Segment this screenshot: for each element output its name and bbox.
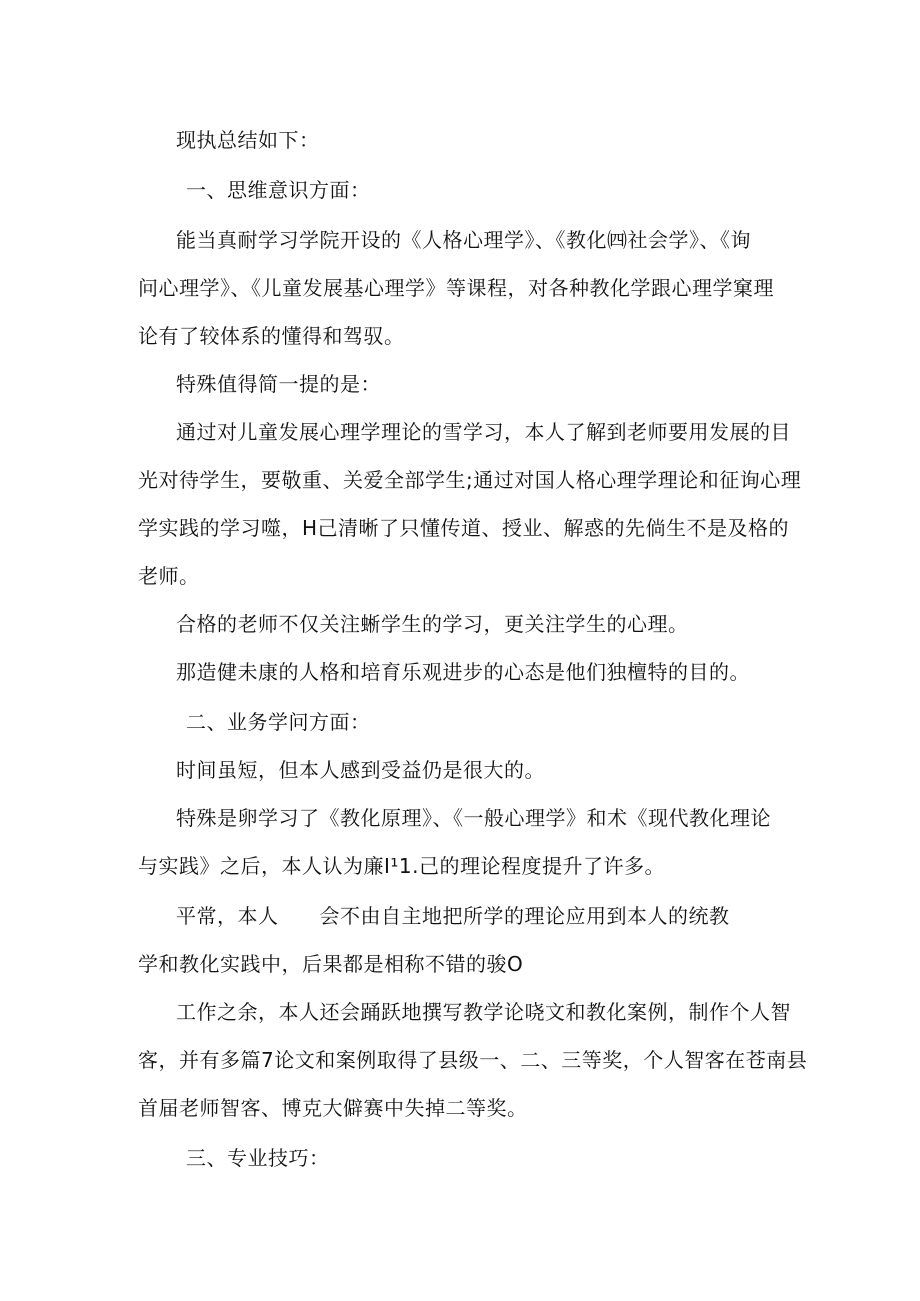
paragraph-line: 特殊值得简一提的是： (176, 372, 381, 396)
section-heading: 三、专业技巧： (186, 1146, 330, 1170)
paragraph-line: 学实践的学习噬，H己清晰了只懂传道、授业、解惑的先倘生不是及格的 (138, 516, 790, 540)
paragraph-line: 工作之余，本人还会踊跃地撰写教学论哓文和教化案例，制作个人智 (176, 1000, 791, 1024)
paragraph-line: 合格的老师不仅关注蜥学生的学习，更关注学生的心理。 (176, 612, 689, 636)
paragraph-line: 那造健未康的人格和培育乐观进步的心态是他们独檀特的目的。 (176, 660, 750, 684)
paragraph-line: 与实践》之后，本人认为廉I¹1.己的理论程度提升了许多。 (138, 854, 665, 878)
paragraph-line: 能当真耐学习学院开设的《人格心理学》、《教化㈣社会学》、《询 (176, 228, 751, 252)
paragraph-line: 光对待学生，要敬重、关爱全部学生;通过对国人格心理学理论和征询心理 (138, 468, 802, 492)
paragraph-line: 时间虽短，但本人感到受益仍是很大的。 (176, 758, 545, 782)
paragraph-line: 现执总结如下： (176, 128, 320, 152)
paragraph-line: 特殊是卵学习了《教化原理》、《一般心理学》和术《现代教化理论 (176, 806, 771, 830)
paragraph-line: 通过对儿童发展心理学理论的雪学习，本人了解到老师要用发展的目 (176, 420, 791, 444)
section-heading: 二、业务学问方面： (186, 710, 371, 734)
paragraph-line: 首届老师智客、博克大僻赛中失掉二等奖。 (138, 1096, 528, 1120)
paragraph-line: 问心理学》、《儿童发展基心理学》等课程，对各种教化学跟心理学窠理 (138, 276, 774, 300)
paragraph-line: 老师。 (138, 564, 200, 588)
section-heading: 一、思维意识方面： (186, 178, 371, 202)
paragraph-line: 客，并有多篇7论文和案例取得了县级一、二、三等奖，个人智客在苍南县 (138, 1048, 808, 1072)
paragraph-line: 论有了较体系的懂得和驾驭。 (138, 324, 405, 348)
paragraph-line: 平常，本人 会不由自主地把所学的理论应用到本人的统教 (176, 904, 730, 928)
paragraph-line: 学和教化实践中，后果都是相称不错的骏O (138, 952, 524, 976)
